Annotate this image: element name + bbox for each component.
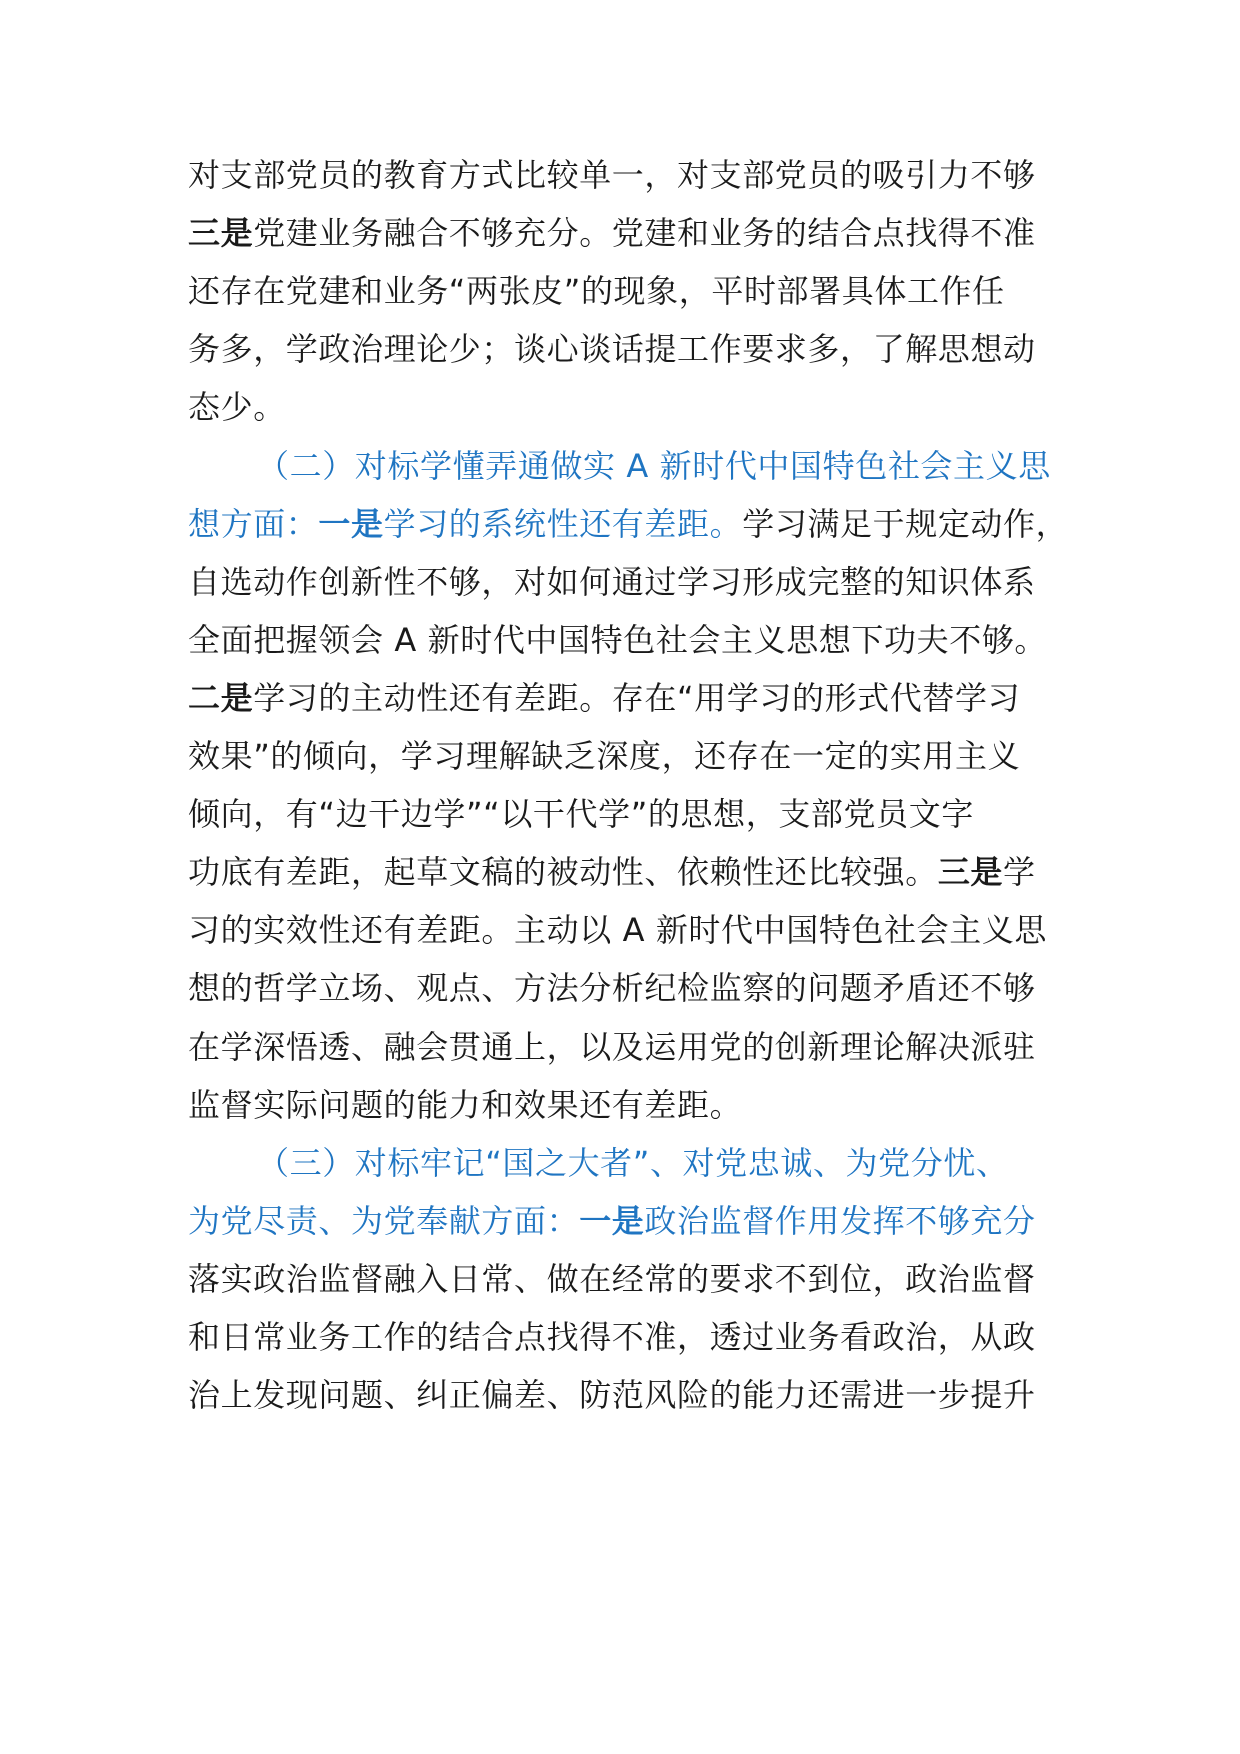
bold-text-segment: 二是	[188, 678, 254, 717]
text-line	[188, 155, 1036, 195]
blue-text-segment: （二）对标学懂弄通做实 A 新时代中国特色社会主义思	[257, 446, 1051, 485]
text-line	[188, 852, 1036, 892]
text-line	[188, 271, 1005, 311]
text-segment: 务多，学政治理论少；谈心谈话提工作要求多，了解思想动	[188, 330, 1036, 369]
text-segment: 治上发现问题、纠正偏差、防范风险的能力还需进一步提升	[188, 1376, 1036, 1415]
blue-text-segment: 政治监督作用发挥不够充分	[644, 1201, 1036, 1240]
text-line	[257, 1143, 1009, 1183]
blue-text-segment: 学习的系统性还有差距。	[383, 504, 743, 543]
text-segment: 学	[1003, 853, 1036, 892]
text-line	[188, 968, 1036, 1008]
blue-bold-text-segment: 一是	[579, 1201, 645, 1240]
text-segment: 功底有差距，起草文稿的被动性、依赖性还比较强。	[188, 853, 938, 892]
text-segment: 监督实际问题的能力和效果还有差距。	[188, 1085, 743, 1124]
text-segment: 态少。	[188, 388, 286, 427]
text-segment: 倾向，有“边干边学”“以干代学”的思想，支部党员文字	[188, 795, 974, 834]
text-segment: 想的哲学立场、观点、方法分析纪检监察的问题矛盾还不够	[188, 969, 1036, 1008]
text-segment: 还存在党建和业务“两张皮”的现象，平时部署具体工作任	[188, 272, 1005, 311]
text-segment: 学习满足于规定动作，	[742, 504, 1069, 543]
text-segment: 落实政治监督融入日常、做在经常的要求不到位，政治监督	[188, 1259, 1036, 1298]
text-segment: 党建业务融合不够充分。党建和业务的结合点找得不准	[253, 214, 1036, 253]
text-line	[188, 1085, 742, 1125]
text-segment: 在学深悟透、融会贯通上，以及运用党的创新理论解决派驻	[188, 1027, 1036, 1066]
blue-text-segment: 想方面：	[188, 504, 319, 543]
text-line	[188, 562, 1036, 602]
text-segment: 对支部党员的教育方式比较单一，对支部党员的吸引力不够	[188, 156, 1036, 194]
text-segment: 自选动作创新性不够，对如何通过学习形成完整的知识体系	[188, 562, 1036, 601]
text-segment: 全面把握领会 A 新时代中国特色社会主义思想下功夫不够。	[188, 620, 1048, 659]
text-line	[188, 736, 1020, 776]
text-line	[188, 678, 1020, 718]
text-line	[188, 329, 1036, 369]
bold-text-segment: 三是	[937, 853, 1004, 892]
blue-text-segment: 为党尽责、为党奉献方面：	[188, 1201, 580, 1240]
text-line	[188, 1317, 1036, 1357]
text-line	[188, 1375, 1036, 1415]
text-line	[257, 446, 1051, 486]
text-line	[188, 794, 974, 834]
blue-text-segment: （三）对标牢记“国之大者”、对党忠诚、为党分忧、	[257, 1143, 1009, 1182]
text-line	[188, 504, 1068, 544]
text-line	[188, 213, 1036, 253]
text-segment: 和日常业务工作的结合点找得不准，透过业务看政治，从政	[188, 1318, 1036, 1356]
text-segment: 学习的主动性还有差距。存在“用学习的形式代替学习	[253, 678, 1021, 717]
text-line	[188, 1259, 1036, 1299]
text-line	[188, 1027, 1036, 1067]
text-line	[188, 620, 1047, 660]
text-segment: 效果”的倾向，学习理解缺乏深度，还存在一定的实用主义	[188, 737, 1021, 775]
text-line	[188, 910, 1047, 950]
text-line	[188, 1201, 1036, 1241]
text-segment: 习的实效性还有差距。主动以 A 新时代中国特色社会主义思	[188, 911, 1048, 950]
bold-text-segment: 三是	[188, 214, 254, 253]
text-line	[188, 387, 286, 427]
blue-bold-text-segment: 一是	[318, 504, 384, 543]
